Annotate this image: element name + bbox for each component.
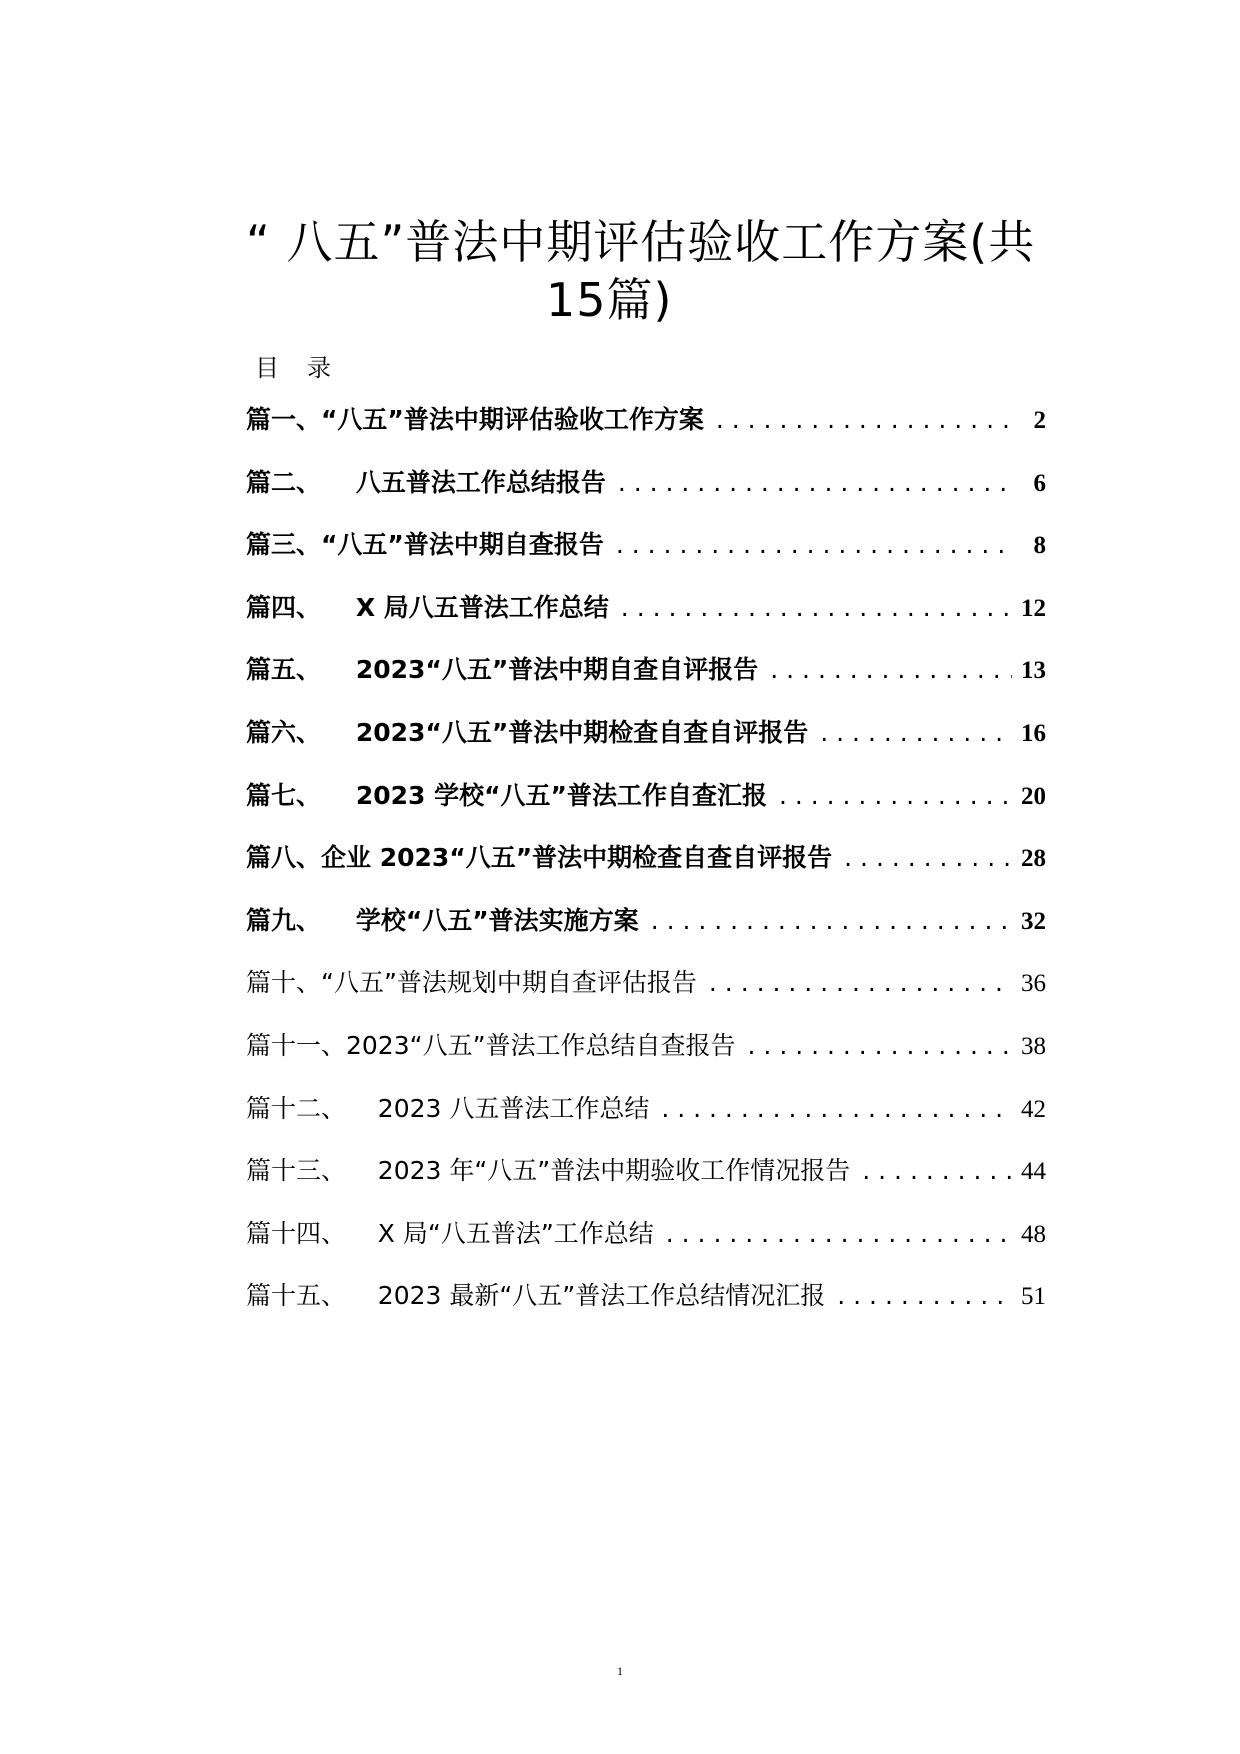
toc-entry-label: 篇四、 X 局八五普法工作总结	[246, 592, 609, 622]
toc-entry[interactable]	[246, 1214, 1046, 1277]
toc-entry-label: 篇十一、2023“八五”普法工作总结自查报告	[246, 1030, 736, 1060]
toc-entry-label: 篇八、企业 2023“八五”普法中期检查自查自评报告	[246, 843, 833, 873]
toc-entry-label: 篇三、“八五”普法中期自查报告	[246, 530, 604, 560]
toc-entry-page-number: 42	[1021, 1095, 1046, 1123]
toc-entry[interactable]	[246, 1026, 1046, 1089]
toc-entry[interactable]	[246, 1276, 1046, 1339]
toc-entry-label: 篇十二、 2023 八五普法工作总结	[246, 1093, 650, 1123]
toc-dot-leader	[621, 593, 1012, 622]
toc-entry-page-number: 2	[1033, 407, 1046, 434]
toc-entry-page-number: 28	[1021, 845, 1046, 873]
toc-entry-page-number: 44	[1021, 1158, 1046, 1186]
toc-entry[interactable]	[246, 838, 1046, 901]
toc-entry[interactable]	[246, 963, 1046, 1026]
toc-dot-leader	[618, 468, 1012, 497]
toc-entry[interactable]	[246, 1151, 1046, 1214]
table-of-contents	[246, 400, 1046, 1339]
toc-entry-label: 篇六、 2023“八五”普法中期检查自查自评报告	[246, 717, 809, 747]
toc-dot-leader	[837, 1281, 1012, 1310]
toc-dot-leader	[748, 1031, 1012, 1060]
toc-dot-leader	[709, 968, 1012, 997]
toc-entry-label: 篇五、 2023“八五”普法中期自查自评报告	[246, 655, 759, 685]
toc-dot-leader	[716, 405, 1012, 434]
toc-entry-page-number: 51	[1021, 1283, 1046, 1311]
toc-entry-page-number: 16	[1021, 719, 1046, 747]
toc-entry-label: 篇十五、 2023 最新“八五”普法工作总结情况汇报	[246, 1281, 826, 1311]
toc-dot-leader	[862, 1156, 1012, 1185]
toc-entry-page-number: 12	[1021, 594, 1046, 622]
title-line-1: “ 八五”普法中期评估验收工作方案(共	[246, 214, 1036, 269]
toc-entry-label: 篇十三、 2023 年“八五”普法中期验收工作情况报告	[246, 1156, 851, 1186]
toc-dot-leader	[844, 843, 1012, 872]
toc-entry-page-number: 8	[1033, 532, 1046, 560]
toc-entry-label: 篇二、 八五普法工作总结报告	[246, 467, 606, 497]
toc-entry[interactable]	[246, 901, 1046, 964]
toc-heading: 目录	[255, 354, 359, 382]
toc-entry[interactable]	[246, 1089, 1046, 1152]
toc-entry-page-number: 20	[1021, 782, 1046, 810]
toc-entry[interactable]	[246, 400, 1046, 463]
toc-entry[interactable]	[246, 588, 1046, 651]
toc-entry-label: 篇十、“八五”普法规划中期自查评估报告	[246, 968, 697, 998]
toc-dot-leader	[651, 906, 1012, 935]
toc-entry-label: 篇一、“八五”普法中期评估验收工作方案	[246, 405, 704, 434]
toc-entry-page-number: 13	[1021, 657, 1046, 685]
toc-dot-leader	[616, 530, 1012, 559]
toc-entry[interactable]	[246, 713, 1046, 776]
toc-dot-leader	[770, 655, 1012, 684]
toc-dot-leader	[661, 1094, 1012, 1123]
page-number: 1	[617, 1664, 623, 1678]
toc-entry-page-number: 36	[1021, 970, 1046, 998]
toc-dot-leader	[779, 781, 1012, 810]
toc-entry[interactable]	[246, 776, 1046, 839]
toc-entry-label: 篇十四、 X 局“八五普法”工作总结	[246, 1218, 654, 1248]
toc-entry-label: 篇七、 2023 学校“八五”普法工作自查汇报	[246, 780, 767, 810]
toc-dot-leader	[666, 1219, 1012, 1248]
toc-entry-page-number: 6	[1033, 469, 1046, 497]
title-line-2: 15篇)	[546, 272, 673, 327]
toc-entry-label: 篇九、 学校“八五”普法实施方案	[246, 905, 639, 935]
toc-entry-page-number: 32	[1021, 907, 1046, 935]
toc-entry[interactable]	[246, 525, 1046, 588]
document-title	[246, 213, 1046, 329]
toc-entry-page-number: 38	[1021, 1032, 1046, 1060]
toc-dot-leader	[820, 718, 1012, 747]
toc-entry[interactable]	[246, 650, 1046, 713]
toc-entry[interactable]	[246, 463, 1046, 526]
toc-entry-page-number: 48	[1021, 1220, 1046, 1248]
